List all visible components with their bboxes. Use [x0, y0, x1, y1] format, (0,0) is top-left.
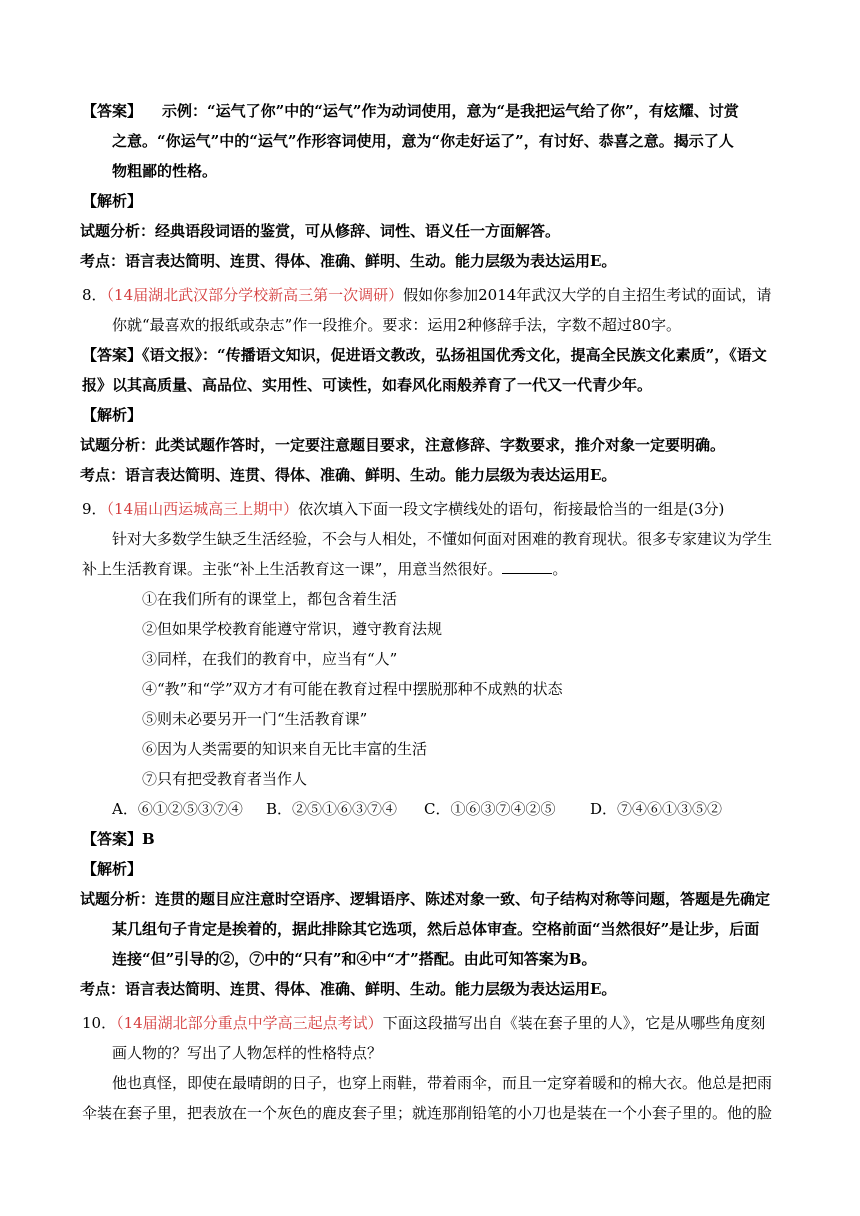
- sentence-item: ④“教”和“学”双方才有可能在教育过程中摆脱那种不成熟的状态: [142, 680, 563, 698]
- analysis-text: 试题分析：此类试题作答时，一定要注意题目要求，注意修辞、字数要求，推介对象一定要明确。: [80, 436, 726, 454]
- sentence-item: ②但如果学校教育能遵守常识，遵守教育法规: [142, 620, 443, 638]
- question-10-line2: 画人物的？写出了人物怎样的性格特点？: [112, 1044, 383, 1062]
- sentence-item: ①在我们所有的课堂上，都包含着生活: [142, 590, 398, 608]
- sentence-item: ③同样，在我们的教育中，应当有“人”: [142, 650, 398, 668]
- knowledge-point: 考点：语言表达简明、连贯、得体、准确、鲜明、生动。能力层级为表达运用E。: [80, 466, 617, 484]
- question-9-para2: 补上生活教育课。主张“补上生活教育这一课”，用意当然很好。 。: [82, 560, 568, 578]
- option-c: C．①⑥③⑦④②⑤: [424, 800, 556, 818]
- answer1-line1: 【答案】 示例：“运气了你”中的“运气”作为动词使用，意为“是我把运气给了你”，有炫耀、讨赏: [82, 102, 739, 120]
- question-8-line2: 你就“最喜欢的报纸或杂志”作一段推介。要求：运用2种修辞手法，字数不超过80字。: [112, 316, 681, 334]
- analysis-label: 【解析】: [82, 406, 143, 424]
- question-9-para1: 针对大多数学生缺乏生活经验，不会与人相处，不懂如何面对困难的教育现状。很多专家建议为学生: [112, 530, 773, 548]
- sentence-item: ⑤则未必要另开一门“生活教育课”: [142, 710, 368, 728]
- analysis-text: 某几组句子肯定是挨着的，据此排除其它选项，然后总体审查。空格前面“当然很好”是让步，后面: [112, 920, 760, 938]
- analysis-text: 试题分析：连贯的题目应注意时空语序、逻辑语序、陈述对象一致、句子结构对称等问题，答题是先确定: [80, 890, 771, 908]
- answer-options: [112, 798, 722, 820]
- option-d: D．⑦④⑥①③⑤②: [590, 800, 723, 818]
- answer1-line3: 物粗鄙的性格。: [112, 162, 218, 180]
- knowledge-point: 考点：语言表达简明、连贯、得体、准确、鲜明、生动。能力层级为表达运用E。: [80, 252, 617, 270]
- analysis-text: 连接“但”引导的②，⑦中的“只有”和④中“才”搭配。由此可知答案为B。: [112, 950, 597, 968]
- analysis-label: 【解析】: [82, 192, 143, 210]
- question-8-line1: 8．（14届湖北武汉部分学校新高三第一次调研）假如你参加2014年武汉大学的自主招生考试的面试，请: [82, 286, 772, 304]
- sentence-item: ⑦只有把受教育者当作人: [142, 770, 308, 788]
- knowledge-point: 考点：语言表达简明、连贯、得体、准确、鲜明、生动。能力层级为表达运用E。: [80, 980, 617, 998]
- answer1-line2: 之意。“你运气”中的“运气”作形容词使用，意为“你走好运了”，有讨好、恭喜之意。揭示了人: [112, 132, 734, 150]
- analysis-text: 试题分析：经典语段词语的鉴赏，可从修辞、词性、语义任一方面解答。: [80, 222, 561, 240]
- answer-label: 【答案】: [82, 102, 143, 120]
- question-source: （14届山西运城高三上期中）: [106, 500, 299, 518]
- option-b: B．②⑤①⑥③⑦④: [266, 800, 398, 818]
- analysis-label: 【解析】: [82, 860, 143, 878]
- question-10-para1: 他也真怪，即使在最晴朗的日子，也穿上雨鞋，带着雨伞，而且一定穿着暖和的棉大衣。他总是把雨: [112, 1074, 773, 1092]
- question-9-line1: 9．（14届山西运城高三上期中）依次填入下面一段文字横线处的语句，衔接最恰当的一组是(3分): [82, 500, 725, 518]
- question-8-answer-line1: 【答案】《语文报》：“传播语文知识，促进语文教改，弘扬祖国优秀文化，提高全民族文化素质”，《语文: [82, 346, 767, 364]
- option-a: A．⑥①②⑤③⑦④: [112, 800, 243, 818]
- question-8-answer-line2: 报》以其高质量、高品位、实用性、可读性，如春风化雨般养育了一代又一代青少年。: [82, 376, 653, 394]
- fill-blank: [502, 559, 552, 574]
- question-10-para2: 伞装在套子里，把表放在一个灰色的鹿皮套子里；就连那削铅笔的小刀也是装在一个小套子里的。他的脸: [82, 1104, 773, 1122]
- question-source: （14届湖北武汉部分学校新高三第一次调研）: [106, 286, 404, 304]
- question-source: （14届湖北部分重点中学高三起点考试）: [116, 1014, 383, 1032]
- question-9-answer: 【答案】B: [82, 830, 155, 848]
- question-10-line1: 10．（14届湖北部分重点中学高三起点考试）下面这段描写出自《装在套子里的人》，它是从哪些角度刻: [82, 1014, 766, 1032]
- sentence-item: ⑥因为人类需要的知识来自无比丰富的生活: [142, 740, 428, 758]
